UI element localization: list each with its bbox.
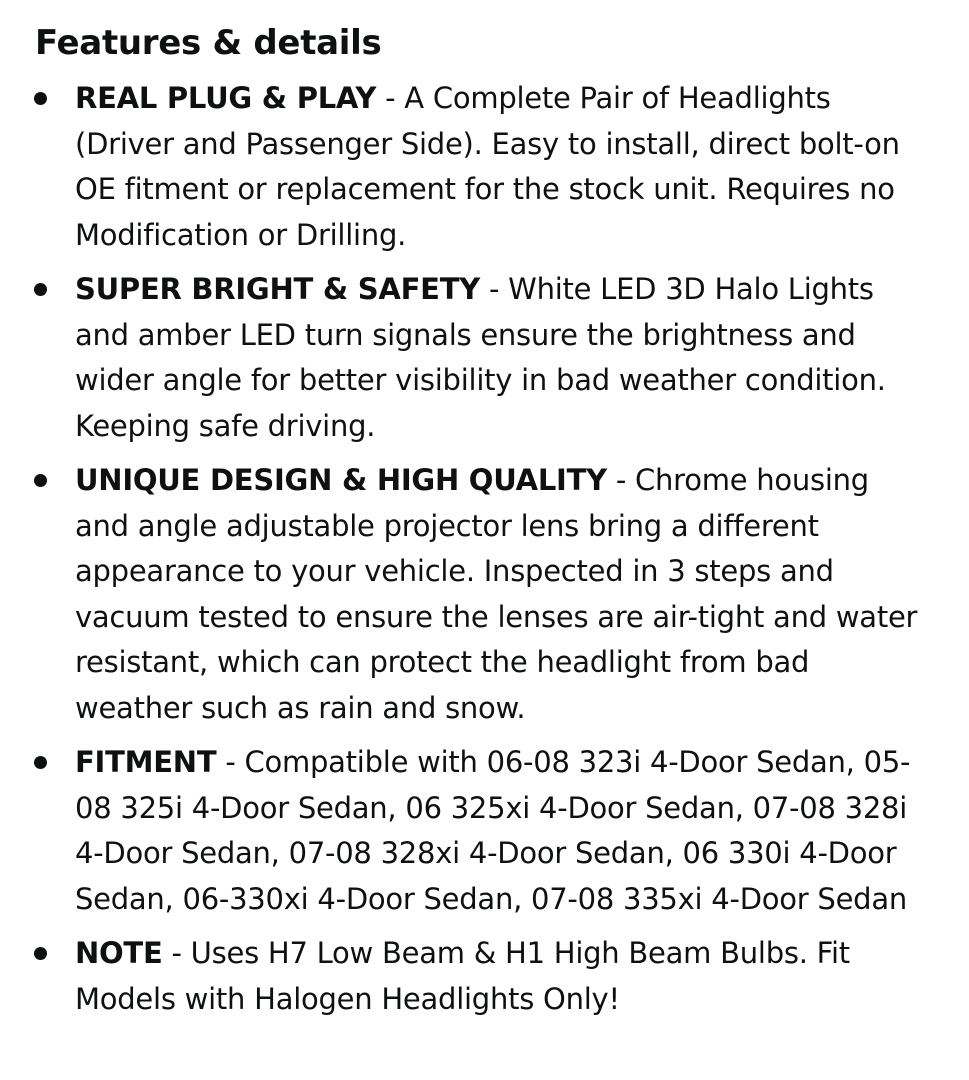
feature-item <box>0 740 969 922</box>
feature-title: REAL PLUG & PLAY <box>75 81 377 115</box>
feature-text: White LED 3D Halo Lights and amber LED turn signals ensure the brightness and wider angle for better visibility in bad weather condition. Keeping safe driving. <box>75 272 886 443</box>
feature-item <box>0 931 969 1022</box>
section-title: Features & details <box>35 23 382 63</box>
feature-item <box>0 76 969 258</box>
bullet-icon <box>34 947 47 960</box>
bullet-icon <box>34 474 47 487</box>
feature-separator: - <box>216 745 245 779</box>
bullet-icon <box>34 92 47 105</box>
feature-separator: - <box>479 272 509 306</box>
feature-text: Chrome housing and angle adjustable projector lens bring a different appearance to your vehicle. Inspected in 3 steps and vacuum tested to ensure the lenses are air-tight and water resistant, which can protect the headlight from bad weather such as rain and snow. <box>75 463 918 725</box>
bullet-icon <box>34 283 47 296</box>
feature-title: UNIQUE DESIGN & HIGH QUALITY <box>75 463 607 497</box>
bullet-icon <box>34 756 47 769</box>
feature-title: NOTE <box>75 936 163 970</box>
feature-text: Uses H7 Low Beam & H1 High Beam Bulbs. Fit Models with Halogen Headlights Only! <box>75 936 850 1016</box>
feature-item <box>0 267 969 449</box>
features-list <box>0 76 969 1031</box>
feature-item <box>0 458 969 731</box>
feature-title: FITMENT <box>75 745 217 779</box>
feature-separator: - <box>376 81 405 115</box>
feature-separator: - <box>606 463 636 497</box>
feature-text: A Complete Pair of Headlights (Driver and Passenger Side). Easy to install, direct bolt-on OE fitment or replacement for the stock unit. Requires no Modification or Drilling. <box>75 81 900 252</box>
feature-separator: - <box>162 936 191 970</box>
feature-title: SUPER BRIGHT & SAFETY <box>75 272 480 306</box>
feature-text: Compatible with 06-08 323i 4-Door Sedan, 05-08 325i 4-Door Sedan, 06 325xi 4-Door Sedan, 07-08 328i 4-Door Sedan, 07-08 328xi 4-Door Sedan, 06 330i 4-Door Sedan, 06-330xi 4-Door Sedan, 07-08 335xi 4-Door Sedan <box>75 745 911 916</box>
